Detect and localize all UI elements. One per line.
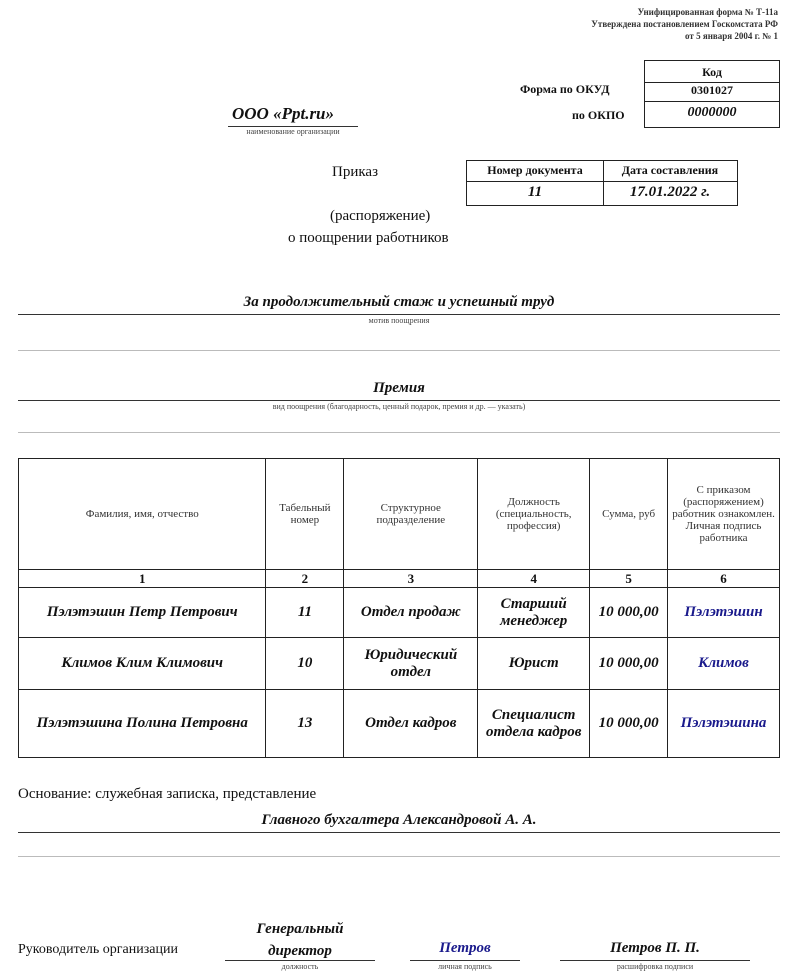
date-header: Дата составления (621, 163, 719, 177)
table-number-row (19, 570, 780, 588)
employee-department: Юридический отдел (344, 638, 478, 690)
signature-position-caption: должность (281, 962, 319, 971)
header-fio: Фамилия, имя, отчество (19, 459, 266, 570)
signature-decode: Петров П. П. (610, 940, 700, 956)
employee-name: Пэлэтэшина Полина Петровна (19, 690, 266, 758)
employee-department: Отдел кадров (344, 690, 478, 758)
employee-department: Отдел продаж (344, 588, 478, 638)
form-header-line2: Утверждена постановлением Госкомстата РФ (591, 19, 778, 29)
header-position: Должность (специальность, профессия) (478, 459, 590, 570)
doc-number: 11 (527, 184, 543, 200)
employee-signature: Пэлэтэшина (668, 690, 780, 758)
basis-value: Главного бухгалтера Александровой А. А. (261, 812, 537, 828)
organization-caption: наименование организации (246, 127, 340, 136)
reward-caption: вид поощрения (благодарность, ценный подарок, премия и др. — указать) (272, 402, 526, 411)
employee-position: Юрист (478, 638, 590, 690)
employee-tab-number: 11 (266, 588, 344, 638)
signature-label: Руководитель организации (18, 942, 178, 957)
okud-value: 0301027 (691, 83, 733, 97)
header-signature: С приказом (распоряжением) работник ознакомлен. Личная подпись работника (668, 459, 780, 570)
signature-position: Генеральный директор (256, 921, 344, 959)
codes-header: Код (702, 65, 722, 79)
okpo-value: 0000000 (687, 105, 737, 120)
okud-label: Форма по ОКУД (520, 82, 610, 96)
doc-date: 17.01.2022 г. (629, 184, 711, 200)
employee-sum: 10 000,00 (590, 588, 668, 638)
signature-sign-caption: личная подпись (438, 962, 492, 971)
employees-table (18, 458, 780, 758)
signature-sign: Петров (439, 940, 491, 956)
okpo-label: по ОКПО (572, 108, 625, 122)
column-number: 1 (19, 570, 266, 588)
employee-position: Старший менеджер (478, 588, 590, 638)
order-subtitle2: о поощрении работников (288, 230, 449, 246)
order-title: Приказ (332, 164, 379, 180)
employee-position: Специалист отдела кадров (478, 690, 590, 758)
employee-name: Климов Клим Климович (19, 638, 266, 690)
codes-box (644, 60, 780, 128)
organization-name: ООО «Ppt.ru» (232, 104, 335, 123)
doc-number-box (466, 160, 738, 206)
doc-number-header: Номер документа (487, 163, 583, 177)
signature-decode-caption: расшифровка подписи (616, 962, 694, 971)
employee-tab-number: 10 (266, 638, 344, 690)
table-row (19, 588, 780, 638)
employee-tab-number: 13 (266, 690, 344, 758)
column-number: 3 (344, 570, 478, 588)
column-number: 4 (478, 570, 590, 588)
order-subtitle1: (распоряжение) (330, 208, 431, 224)
header-department: Структурное подразделение (344, 459, 478, 570)
header-sum: Сумма, руб (590, 459, 668, 570)
form-header-line3: от 5 января 2004 г. № 1 (685, 31, 778, 41)
employee-sum: 10 000,00 (590, 638, 668, 690)
employee-signature: Пэлэтэшин (668, 588, 780, 638)
column-number: 2 (266, 570, 344, 588)
column-number: 5 (590, 570, 668, 588)
motive-value: За продолжительный стаж и успешный труд (243, 294, 555, 310)
form-header-line1: Унифицированная форма № Т-11а (637, 7, 778, 17)
table-row (19, 690, 780, 758)
form-header (591, 6, 778, 42)
table-row (19, 638, 780, 690)
header-tab-number: Табельный номер (266, 459, 344, 570)
reward-value: Премия (373, 380, 425, 396)
column-number: 6 (668, 570, 780, 588)
employee-signature: Климов (668, 638, 780, 690)
motive-caption: мотив поощрения (368, 316, 430, 325)
employee-name: Пэлэтэшин Петр Петрович (19, 588, 266, 638)
table-header-row (19, 459, 780, 570)
basis-label: Основание: служебная записка, представление (18, 786, 317, 802)
employee-sum: 10 000,00 (590, 690, 668, 758)
